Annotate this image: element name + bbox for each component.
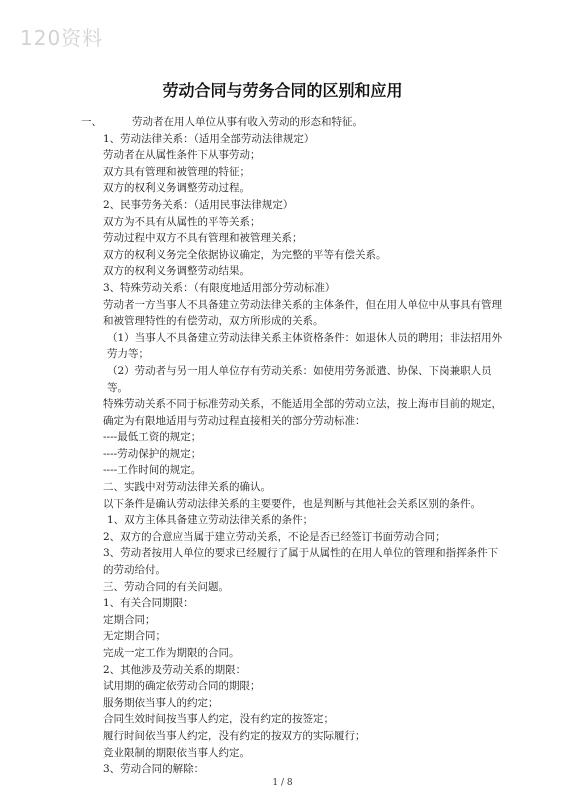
paragraph-line: 1、双方主体具备建立劳动法律关系的条件； (107, 514, 314, 527)
paragraph-line: 试用期的确定依劳动合同的期限； (103, 680, 261, 693)
document-title: 劳动合同与劳务合同的区别和应用 (162, 81, 403, 100)
paragraph-line: 2、双方的合意应当属于建立劳动关系，不论是否已经签订书面劳动合同； (103, 530, 446, 543)
watermark: 120资料 (20, 26, 104, 50)
paragraph-line: 劳动过程中双方不具有管理和被管理关系； (103, 232, 303, 245)
section-number: 一、 (81, 116, 102, 128)
paragraph-line: 2、其他涉及劳动关系的期限： (103, 663, 247, 676)
section-heading (81, 114, 503, 131)
section-heading-text: 劳动者在用人单位从事有收入劳动的形态和特征。 (132, 116, 363, 128)
paragraph-line: 定期合同； (103, 613, 156, 626)
paragraph: （1）当事人不具备建立劳动法律关系主体资格条件：如退休人员的聘用；非法招用外劳力等； (107, 331, 503, 361)
page-number: 1 / 8 (272, 778, 293, 788)
paragraph-line: 二、实践中对劳动法律关系的确认。 (103, 481, 271, 494)
paragraph-line: 无定期合同； (103, 630, 166, 643)
paragraph-line: 三、劳动合同的有关问题。 (103, 580, 229, 593)
paragraph-line: 3、劳动合同的解除： (103, 763, 205, 776)
paragraph-line: 2、民事劳务关系：（适用民事法律规定） (103, 198, 294, 211)
paragraph-line: ----工作时间的规定。 (103, 464, 202, 477)
paragraph-line: 服务期依当事人的约定； (103, 696, 219, 709)
document-body (81, 114, 503, 778)
paragraph-line: ----最低工资的规定； (103, 431, 202, 444)
paragraph-line: 双方的权利义务完全依据协议确定，为完整的平等有偿关系。 (103, 248, 387, 261)
paragraph: 特殊劳动关系不同于标准劳动关系，不能适用全部的劳动立法，按上海市目前的规定，确定为有限地适用与劳动过程直接相关的部分劳动标准： (103, 398, 502, 427)
paragraph: （2）劳动者与另一用人单位存有劳动关系：如使用劳务派遣、协保、下岗兼职人员等。 (107, 364, 492, 394)
paragraph-line: 双方的权利义务调整劳动过程。 (103, 182, 250, 195)
paragraph: 以下条件是确认劳动法律关系的主要要件，也是判断与其他社会关系区别的条件。 (103, 497, 481, 510)
paragraph-line: 双方为不具有从属性的平等关系； (103, 215, 261, 228)
paragraph-line: 完成一定工作为期限的合同。 (103, 647, 240, 659)
paragraph-line: 3、特殊劳动关系：（有限度地适用部分劳动标准） (103, 281, 336, 294)
paragraph-line: ----劳动保护的规定； (103, 447, 202, 460)
paragraph-line: 劳动者在从属性条件下从事劳动； (103, 149, 261, 162)
paragraph-line: 双方具有管理和被管理的特征； (103, 165, 250, 178)
paragraph: 3、劳动者按用人单位的要求已经履行了属于从属性的在用人单位的管理和指挥条件下的劳动给付。 (103, 547, 499, 577)
paragraph-line: 履行时间依当事人约定，没有约定的按双方的实际履行； (103, 729, 366, 742)
paragraph-line: 双方的权利义务调整劳动结果。 (103, 265, 250, 278)
paragraph-line: 合同生效时间按当事人约定，没有约定的按签定； (103, 713, 334, 726)
paragraph-line: 1、有关合同期限： (103, 597, 194, 610)
paragraph-line: 竞业限制的期限依当事人约定。 (103, 746, 250, 759)
paragraph: 劳动者一方当事人不具备建立劳动法律关系的主体条件，但在用人单位中从事具有管理和被管理特性的有偿劳动，双方所形成的关系。 (103, 298, 502, 328)
paragraph-line: 1、劳动法律关系：（适用全部劳动法律规定） (103, 132, 315, 145)
